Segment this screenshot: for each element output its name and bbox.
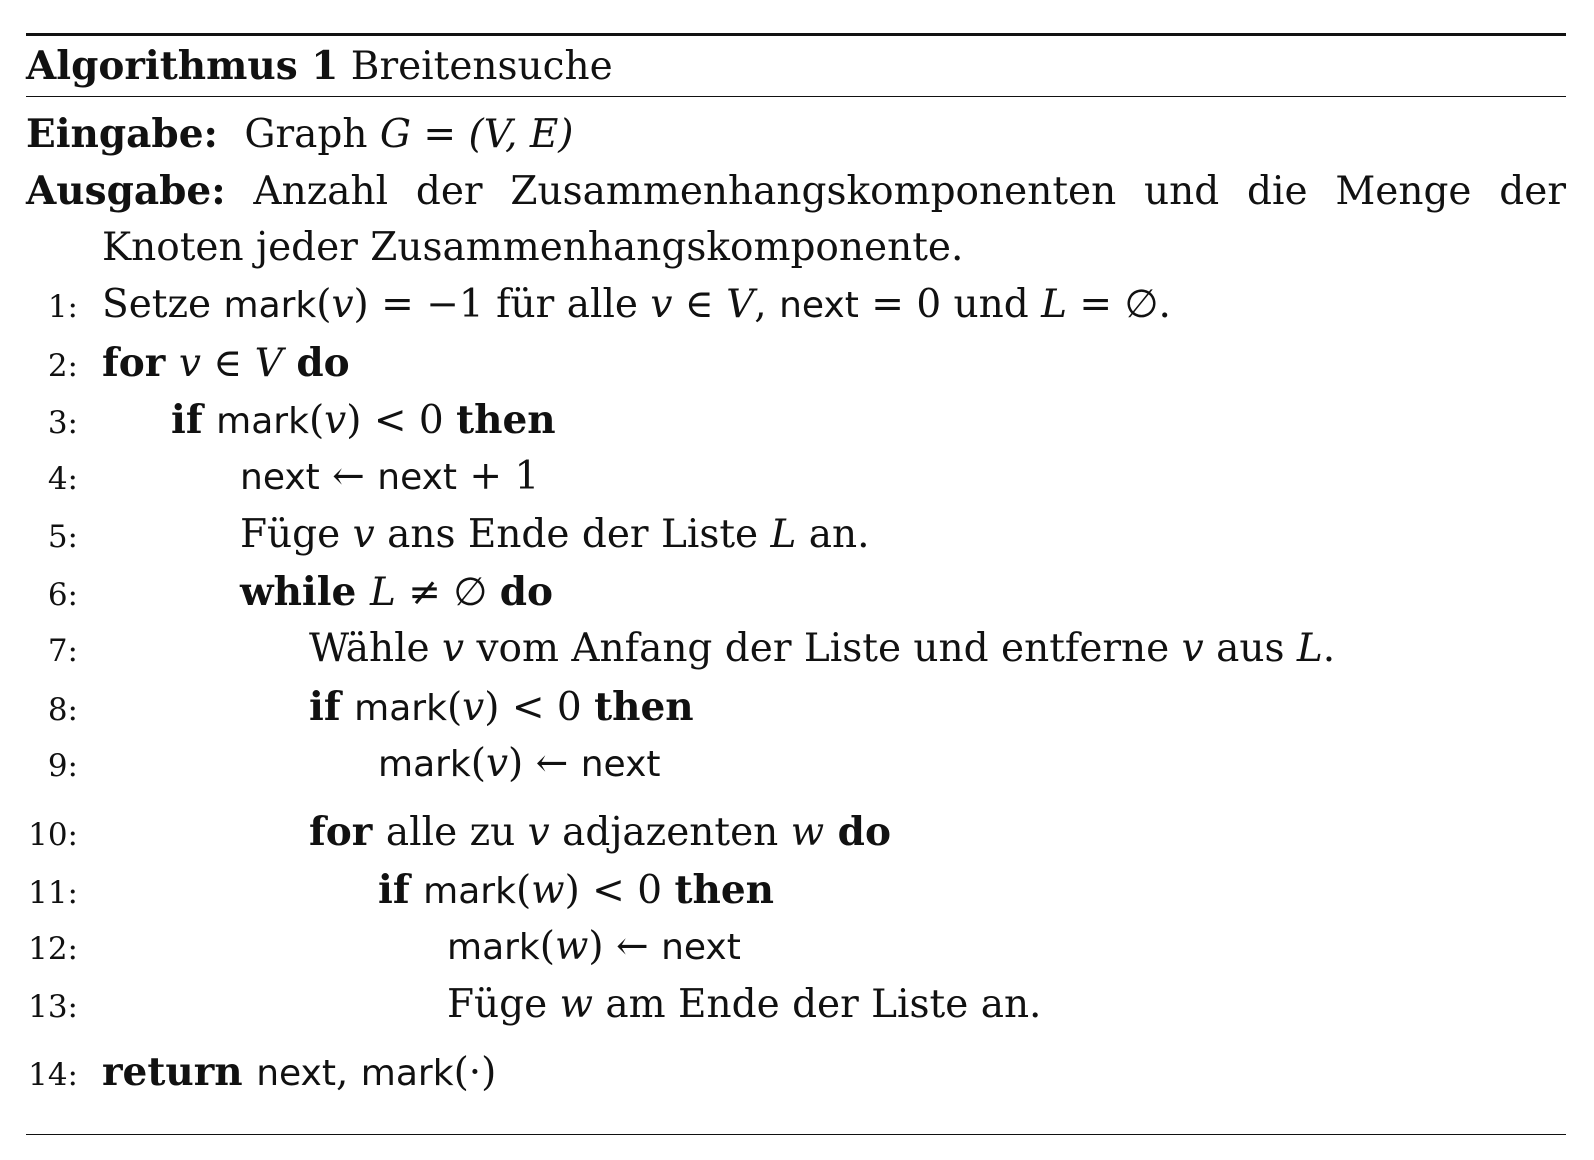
algorithm-line (26, 1043, 496, 1101)
line-text: = 0 und (858, 282, 1042, 327)
algorithm-line (26, 678, 694, 736)
algorithm-line (26, 620, 1335, 678)
algorithm-line (26, 276, 1171, 334)
line-text: Füge (447, 982, 560, 1027)
line-number: 3: (47, 405, 78, 441)
identifier: mark (354, 688, 447, 729)
line-text: Wähle (309, 626, 443, 671)
math-symbol: v (486, 741, 509, 786)
line-text: an. (796, 512, 870, 557)
line-text: ← (319, 454, 378, 499)
identifier: next (661, 927, 741, 968)
identifier: mark (447, 927, 540, 968)
line-code (378, 735, 661, 794)
line-number: 5: (47, 519, 78, 555)
line-number: 7: (47, 633, 78, 669)
line-code (378, 861, 774, 921)
line-text: ∈ (672, 282, 727, 327)
line-text: ( (446, 685, 463, 730)
line-code (102, 1043, 496, 1103)
keyword: do (499, 569, 553, 615)
line-text: alle zu (385, 810, 528, 855)
algorithm-block (26, 33, 1566, 1095)
math-symbol: v (462, 685, 485, 730)
line-text: ans Ende der Liste (374, 512, 771, 557)
input-text: Graph (244, 112, 380, 157)
identifier: mark (378, 744, 471, 785)
input-spec (26, 105, 574, 163)
algorithm-line (26, 506, 870, 564)
identifier: next (580, 744, 661, 785)
identifier: next (377, 457, 458, 498)
keyword: for (102, 340, 179, 386)
line-code (447, 976, 1041, 1034)
input-keyword: Eingabe: (26, 111, 218, 157)
keyword: do (282, 340, 350, 386)
algorithm-line (26, 803, 891, 861)
math-symbol: v (324, 398, 347, 443)
math-symbol: L (770, 512, 797, 557)
line-number: 4: (47, 461, 78, 497)
line-text: ) < 0 (484, 685, 595, 730)
line-number: 1: (47, 289, 78, 325)
algorithm-line (26, 391, 556, 449)
line-code (240, 506, 870, 564)
line-number: 8: (47, 692, 78, 728)
output-text-line1: Anzahl der Zusammenhangskomponenten und die Menge der (253, 169, 1566, 214)
keyword: then (674, 867, 775, 913)
line-text: , (335, 1050, 361, 1095)
math-symbol: w (531, 868, 565, 913)
line-text: . (1322, 626, 1336, 671)
algorithm-line (26, 976, 1041, 1034)
identifier: mark (216, 401, 309, 442)
line-text: Füge (240, 512, 353, 557)
line-code (447, 918, 741, 977)
keyword: return (102, 1049, 257, 1095)
keyword: then (456, 397, 556, 443)
line-number: 10: (28, 817, 78, 853)
line-number: 14: (28, 1057, 78, 1093)
line-number: 12: (28, 931, 78, 967)
line-text: = ∅. (1067, 282, 1171, 327)
algorithm-line (26, 735, 661, 793)
identifier: next (256, 1053, 336, 1094)
line-text: ( (316, 282, 332, 327)
math-symbol: w (555, 924, 589, 969)
line-text: ( (539, 924, 555, 969)
output-spec (26, 162, 1566, 220)
input-math: G = (V, E) (379, 112, 574, 157)
line-code (240, 563, 553, 622)
line-text: am Ende der Liste an. (593, 982, 1042, 1027)
line-text: ) < 0 (564, 868, 675, 913)
line-text: ) ← (588, 924, 662, 969)
line-text: , (754, 282, 780, 327)
algorithm-title: Breitensuche (350, 44, 613, 89)
algorithm-line (26, 448, 539, 506)
algorithm-caption (26, 36, 1566, 96)
line-text: ( (308, 398, 325, 443)
algorithm-label: Algorithmus 1 (26, 43, 339, 89)
identifier: next (240, 457, 320, 498)
math-symbol: v (1181, 626, 1204, 671)
line-code (102, 276, 1171, 335)
line-text: ( (515, 868, 532, 913)
line-text: ) = −1 für alle (353, 282, 651, 327)
line-code (102, 334, 350, 393)
line-number: 11: (28, 875, 78, 911)
math-symbol: v (352, 512, 375, 557)
algorithm-line (26, 563, 553, 621)
output-continuation (102, 219, 963, 277)
line-text: vom Anfang der Liste und entferne (464, 626, 1182, 671)
algorithm-line (26, 918, 741, 976)
math-symbol: L (369, 570, 396, 615)
line-code (240, 448, 539, 507)
identifier: next (779, 285, 859, 326)
output-keyword: Ausgabe: (26, 168, 226, 214)
keyword: if (378, 867, 424, 913)
math-symbol: w (790, 810, 825, 855)
math-symbol: w (559, 982, 594, 1027)
keyword: then (594, 684, 694, 730)
keyword: do (824, 809, 891, 855)
line-text: Setze (102, 282, 224, 327)
math-symbol: v (650, 282, 673, 327)
line-code (309, 803, 891, 862)
line-text: + 1 (457, 454, 540, 499)
line-number: 13: (28, 989, 78, 1025)
line-code (309, 678, 694, 738)
math-symbol: v (178, 341, 201, 386)
math-symbol: L (1041, 282, 1068, 327)
line-text: ) < 0 (346, 398, 457, 443)
line-text: ≠ ∅ (395, 570, 500, 615)
identifier: mark (423, 871, 516, 912)
line-text: (·) (453, 1050, 497, 1095)
line-code (171, 391, 556, 451)
line-code (309, 620, 1335, 678)
line-text: aus (1203, 626, 1297, 671)
keyword: if (309, 684, 355, 730)
keyword: for (309, 809, 386, 855)
line-text: ∈ (200, 341, 255, 386)
line-text: adjazenten (549, 810, 791, 855)
bottom-rule (26, 1134, 1566, 1135)
math-symbol: L (1296, 626, 1323, 671)
keyword: while (240, 569, 370, 615)
math-symbol: V (254, 341, 283, 386)
math-symbol: v (527, 810, 550, 855)
caption-rule (26, 96, 1566, 97)
line-number: 2: (47, 348, 78, 384)
line-number: 6: (47, 577, 78, 613)
line-text: ( (470, 741, 486, 786)
line-number: 9: (47, 748, 78, 784)
identifier: mark (360, 1053, 454, 1094)
line-text: ) ← (508, 741, 581, 786)
output-text-line2: Knoten jeder Zusammenhangskomponente. (102, 225, 964, 270)
algorithm-line (26, 334, 350, 392)
identifier: mark (223, 285, 317, 326)
algorithm-line (26, 861, 774, 919)
keyword: if (171, 397, 217, 443)
math-symbol: v (442, 626, 465, 671)
math-symbol: v (331, 282, 354, 327)
math-symbol: V (726, 282, 755, 327)
